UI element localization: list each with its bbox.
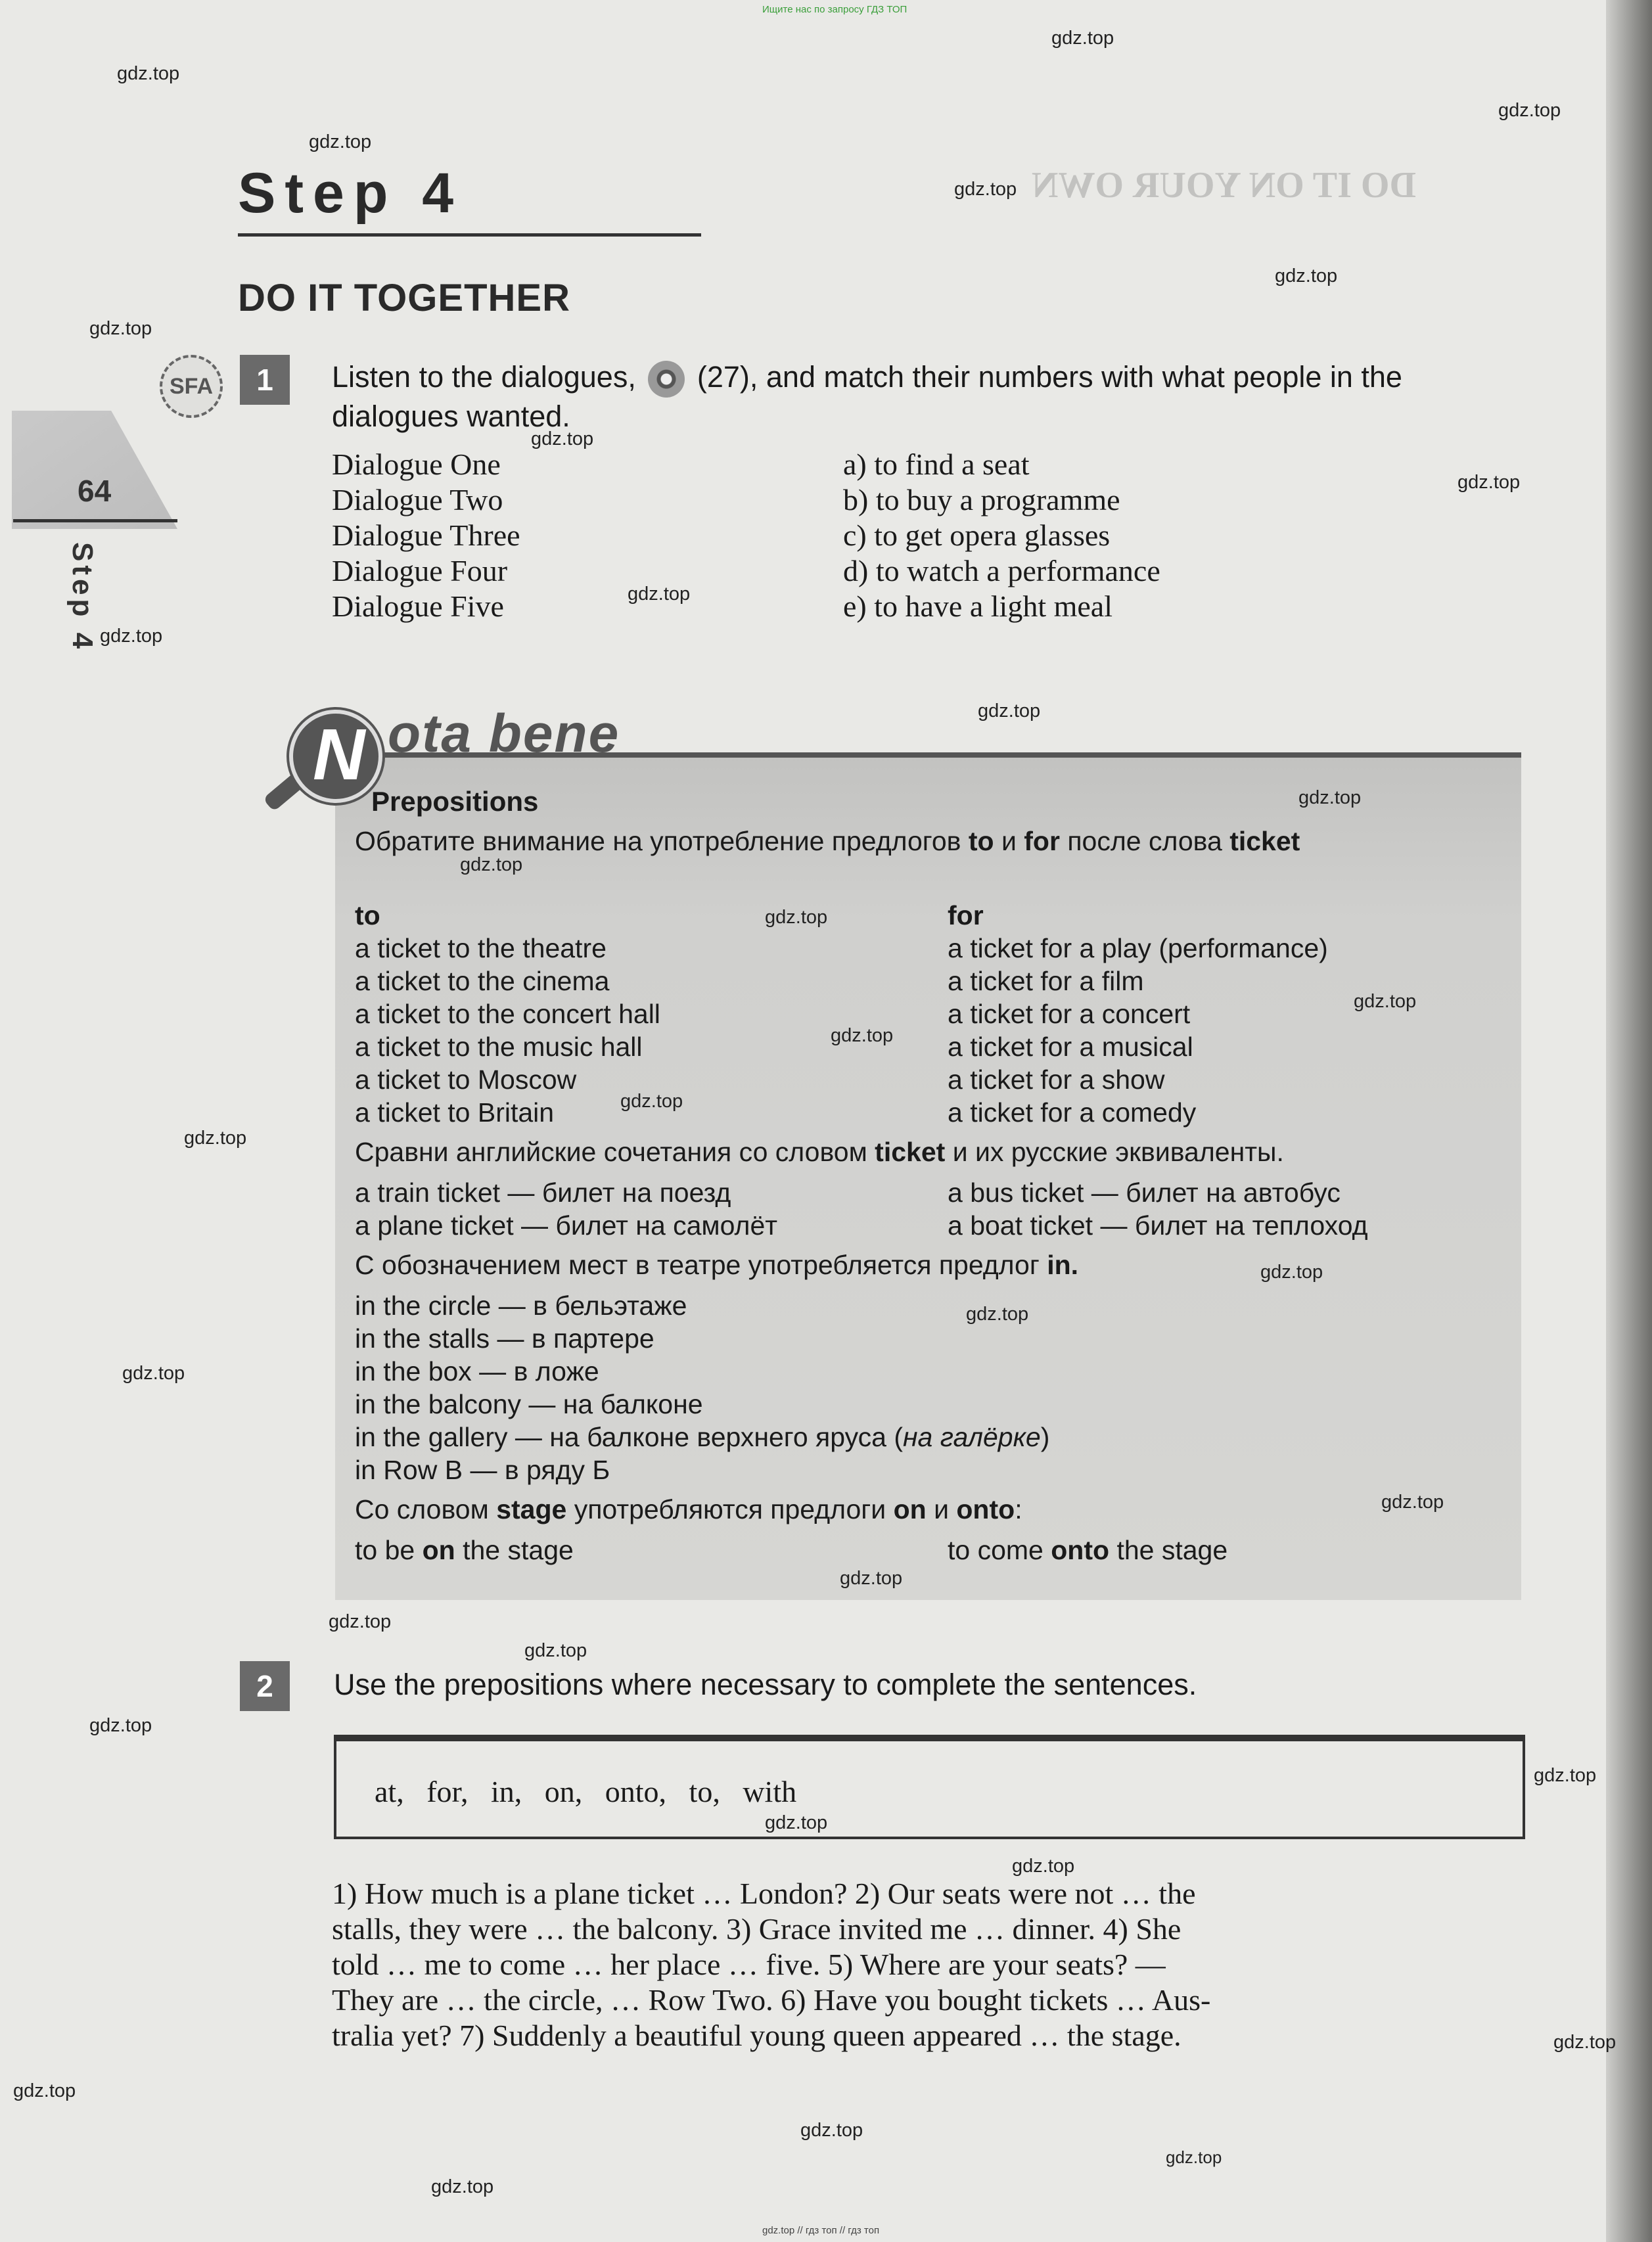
- ticket-pairs-right: [948, 1176, 1368, 1242]
- watermark: gdz.top: [89, 1715, 152, 1736]
- page-number: 64: [78, 474, 112, 508]
- watermark: gdz.top: [1354, 991, 1417, 1012]
- stage-example-on: [355, 1534, 574, 1567]
- watermark: gdz.top: [329, 1611, 392, 1632]
- place-item: in the circle — в бельэтаже: [355, 1291, 687, 1321]
- to-example: a ticket to Moscow: [355, 1064, 577, 1095]
- intro-to: to: [968, 826, 994, 856]
- watermark: gdz.top: [524, 1640, 587, 1661]
- dialogue-item: Dialogue Three: [332, 518, 520, 552]
- watermark: gdz.top: [1275, 265, 1338, 286]
- compare-text: Сравни английские сочетания со словом: [355, 1137, 867, 1167]
- watermark: gdz.top: [1457, 472, 1521, 493]
- step-title: Step 4: [238, 162, 463, 225]
- watermark: gdz.top: [1051, 28, 1114, 49]
- gallery-text: in the gallery — на балконе верхнего яруса (: [355, 1422, 903, 1452]
- task-2-number: 2: [240, 1661, 290, 1711]
- watermark: gdz.top: [309, 131, 372, 152]
- watermark: gdz.top: [628, 583, 691, 605]
- ticket-pair: a train ticket — билет на поезд: [355, 1178, 731, 1208]
- stage-word: stage: [496, 1494, 567, 1524]
- prepositions-list: at, for, in, on, onto, to, with: [375, 1775, 797, 1808]
- watermark: gdz.top: [1498, 100, 1561, 121]
- watermark: gdz.top: [765, 1812, 828, 1833]
- task-1-number: 1: [240, 355, 290, 405]
- places-list: [355, 1289, 1049, 1486]
- sentence-line: told … me to come … her place … five. 5) Where are your seats? —: [332, 1948, 1166, 1981]
- to-examples-list: [355, 932, 660, 1129]
- example-onto: onto: [1051, 1535, 1110, 1565]
- place-item: in Row B — в ряду Б: [355, 1455, 610, 1485]
- watermark: gdz.top: [831, 1025, 894, 1046]
- task-1-instruction: [332, 358, 1521, 436]
- sfa-badge: SFA: [160, 355, 223, 418]
- stage-text: Со словом: [355, 1494, 489, 1524]
- stage-text-2: употребляются предлоги: [574, 1494, 886, 1524]
- side-tab: [12, 411, 177, 529]
- stage-and: и: [934, 1494, 949, 1524]
- nota-bene-title: Prepositions: [371, 786, 539, 817]
- watermark: gdz.top: [1260, 1262, 1323, 1283]
- column-header-to: to: [355, 900, 380, 930]
- nota-bene-logo-letter: N: [313, 714, 365, 795]
- stage-intro: [355, 1493, 1022, 1526]
- example-text: the stage: [1116, 1535, 1228, 1565]
- watermark: gdz.top: [1381, 1492, 1444, 1513]
- watermark: gdz.top: [954, 179, 1017, 200]
- watermark: gdz.top: [13, 2080, 76, 2101]
- for-examples-list: [948, 932, 1328, 1129]
- ticket-pair: a plane ticket — билет на самолёт: [355, 1210, 778, 1241]
- watermark: gdz.top: [1012, 1856, 1075, 1877]
- example-on: on: [422, 1535, 455, 1565]
- side-rule: [13, 519, 177, 522]
- for-example: a ticket for a play (performance): [948, 933, 1328, 963]
- section-title: DO IT TOGETHER: [238, 277, 570, 319]
- stage-on: on: [893, 1494, 927, 1524]
- watermark: gdz.top: [800, 2120, 863, 2141]
- places-text: С обозначением мест в театре употребляется предлог: [355, 1250, 1040, 1280]
- watermark: gdz.top: [620, 1091, 683, 1112]
- to-example: a ticket to the music hall: [355, 1032, 643, 1062]
- watermark: gdz.top: [1553, 2032, 1617, 2053]
- watermark: gdz.top: [765, 907, 828, 928]
- watermark: gdz.top: [184, 1128, 247, 1149]
- audio-cd-icon: [648, 361, 685, 398]
- watermark: gdz.top: [460, 854, 523, 875]
- watermark: gdz.top: [966, 1304, 1029, 1325]
- dialogue-list: [332, 447, 520, 624]
- column-header-for: for: [948, 900, 984, 930]
- watermark: gdz.top: [978, 700, 1041, 721]
- watermark: gdz.top: [122, 1363, 185, 1384]
- to-example: a ticket to the cinema: [355, 966, 610, 996]
- option-item: a) to find a seat: [843, 447, 1030, 481]
- watermark: gdz.top: [1298, 787, 1362, 808]
- place-item: [355, 1421, 1049, 1453]
- ticket-pairs-left: [355, 1176, 777, 1242]
- option-item: d) to watch a performance: [843, 554, 1160, 587]
- places-in: in.: [1047, 1250, 1079, 1280]
- intro-for: for: [1024, 826, 1060, 856]
- task-1-instruction-part2: (27), and match their numbers with what people in the dialogues wanted.: [332, 360, 1402, 434]
- example-text: to come: [948, 1535, 1044, 1565]
- watermark: gdz.top: [1534, 1765, 1597, 1786]
- places-intro: [355, 1248, 1078, 1281]
- step-title-rule: [238, 233, 701, 237]
- dialogue-item: Dialogue Five: [332, 589, 504, 623]
- intro-text-2: после слова: [1067, 826, 1222, 856]
- page-edge-shadow: [1606, 0, 1652, 2242]
- option-item: b) to buy a programme: [843, 483, 1120, 516]
- gallery-text-end: ): [1040, 1422, 1050, 1452]
- task-2-instruction: Use the prepositions where necessary to complete the sentences.: [334, 1668, 1197, 1701]
- ticket-pair: a boat ticket — билет на теплоход: [948, 1210, 1368, 1241]
- compare-intro: [355, 1135, 1284, 1168]
- task-2-sentences: [332, 1876, 1521, 2053]
- sentence-line: stalls, they were … the balcony. 3) Grace invited me … dinner. 4) She: [332, 1912, 1182, 1946]
- watermark: gdz.top: [431, 2176, 494, 2197]
- dialogue-item: Dialogue One: [332, 447, 501, 481]
- for-example: a ticket for a concert: [948, 999, 1191, 1029]
- sentence-line: 1) How much is a plane ticket … London? 2) Our seats were not … the: [332, 1877, 1196, 1910]
- example-text: the stage: [463, 1535, 574, 1565]
- option-list: [843, 447, 1160, 624]
- for-example: a ticket for a musical: [948, 1032, 1193, 1062]
- sentence-line: They are … the circle, … Row Two. 6) Have you bought tickets … Aus-: [332, 1983, 1211, 2017]
- watermark: gdz.top: [1166, 2147, 1222, 2167]
- watermark: gdz.top: [840, 1568, 903, 1589]
- to-example: a ticket to Britain: [355, 1097, 555, 1128]
- place-item: in the box — в ложе: [355, 1356, 599, 1386]
- stage-onto: onto: [956, 1494, 1015, 1524]
- stage-colon: :: [1015, 1494, 1022, 1524]
- for-example: a ticket for a show: [948, 1064, 1165, 1095]
- for-example: a ticket for a film: [948, 966, 1144, 996]
- gallery-italic: на галёрке: [902, 1422, 1041, 1452]
- option-item: c) to get opera glasses: [843, 518, 1111, 552]
- dialogue-item: Dialogue Two: [332, 483, 503, 516]
- example-text: to be: [355, 1535, 415, 1565]
- for-example: a ticket for a comedy: [948, 1097, 1197, 1128]
- place-item: in the balcony — на балконе: [355, 1389, 703, 1419]
- option-item: e) to have a light meal: [843, 589, 1113, 623]
- watermark: gdz.top: [117, 63, 180, 84]
- header-note: Ищите нас по запросу ГДЗ ТОП: [762, 4, 907, 15]
- compare-text-2: и их русские эквиваленты.: [952, 1137, 1284, 1167]
- nota-bene-intro: [355, 825, 1511, 858]
- intro-and: и: [1001, 826, 1017, 856]
- sentence-line: tralia yet? 7) Suddenly a beautiful young queen appeared … the stage.: [332, 2019, 1182, 2052]
- intro-text: Обратите внимание на употребление предлогов: [355, 826, 961, 856]
- nota-bene-logo-text: ota bene: [388, 704, 620, 764]
- footer-note: gdz.top // гдз топ // гдз топ: [762, 2225, 880, 2236]
- watermark: gdz.top: [531, 428, 594, 449]
- bleed-through-header: DO IT ON YOUR OWN: [1032, 165, 1416, 206]
- compare-ticket: ticket: [875, 1137, 946, 1167]
- side-step-label: Step 4: [66, 542, 99, 653]
- watermark: gdz.top: [89, 318, 152, 339]
- to-example: a ticket to the concert hall: [355, 999, 660, 1029]
- intro-ticket: ticket: [1229, 826, 1300, 856]
- place-item: in the stalls — в партере: [355, 1323, 654, 1354]
- task-1-instruction-part1: Listen to the dialogues,: [332, 360, 636, 394]
- dialogue-item: Dialogue Four: [332, 554, 508, 587]
- to-example: a ticket to the theatre: [355, 933, 607, 963]
- ticket-pair: a bus ticket — билет на автобус: [948, 1178, 1341, 1208]
- watermark: gdz.top: [100, 626, 163, 647]
- stage-example-onto: [948, 1534, 1228, 1567]
